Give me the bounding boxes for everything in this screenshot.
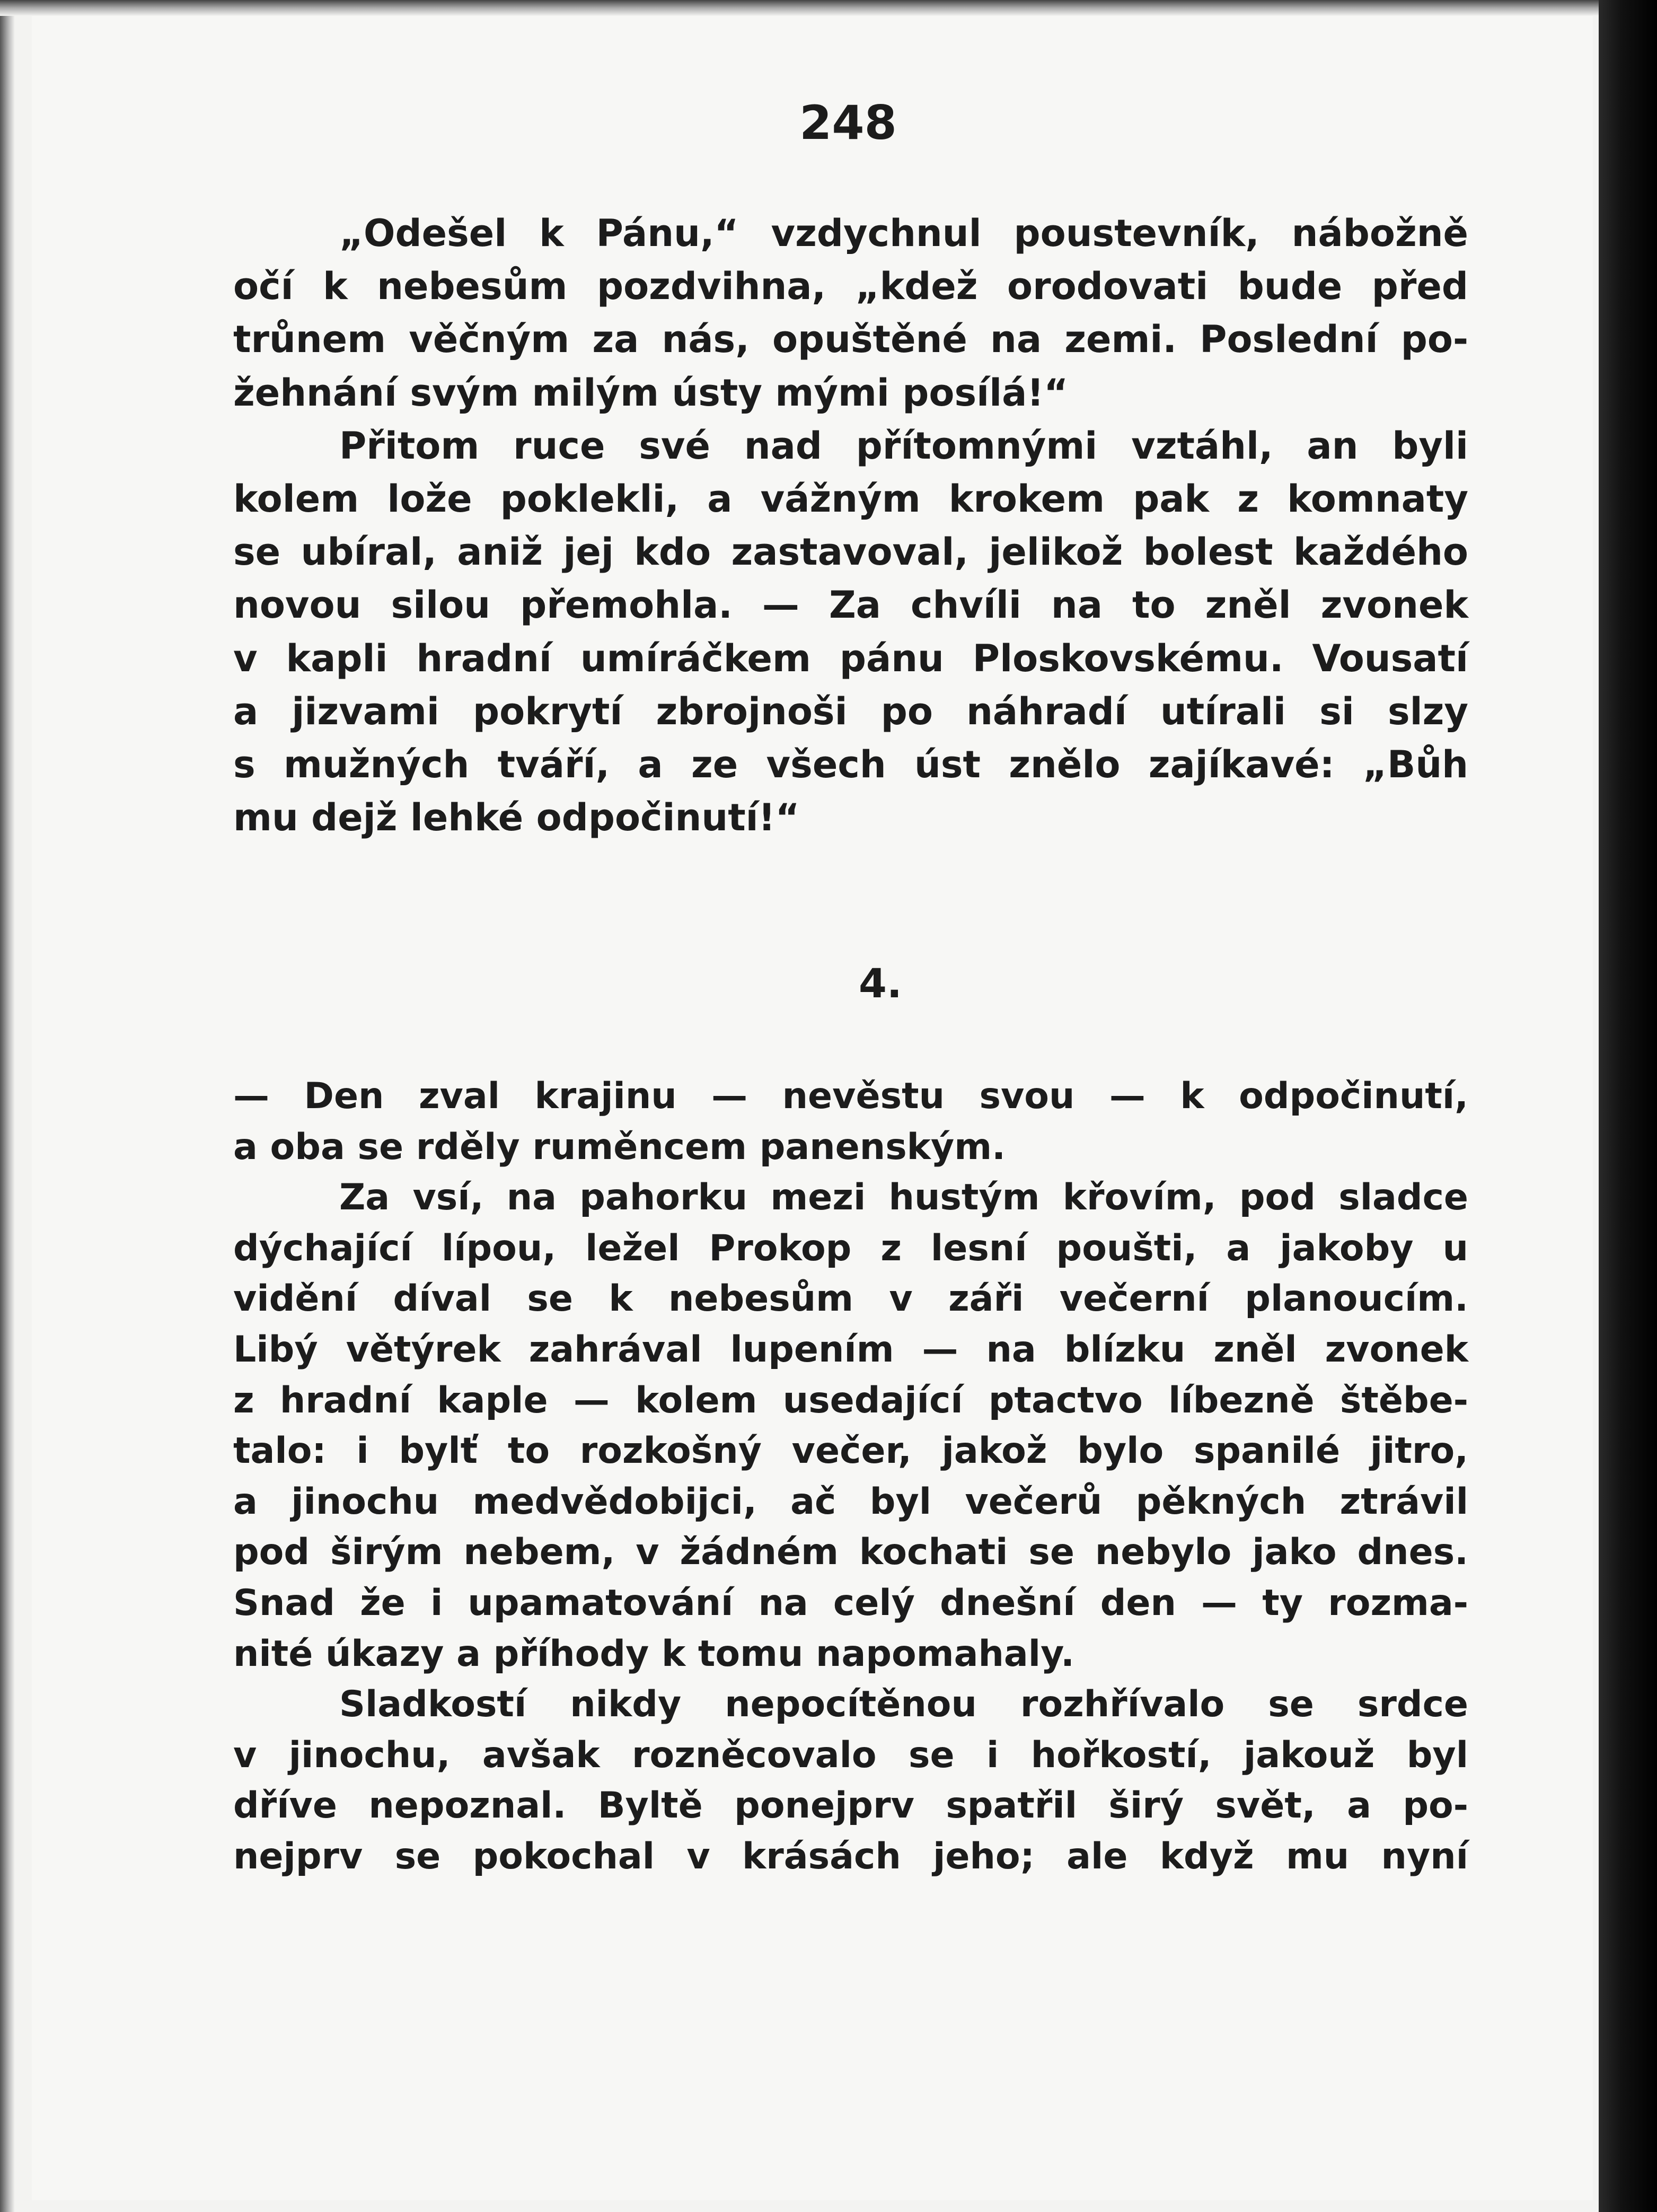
paragraph-4 [233,1172,1468,1679]
text-line: a jizvami pokrytí zbrojnoši po náhradí utírali si slzy [233,689,1468,733]
text-line: nité úkazy a příhody k tomu napomahaly. [233,1632,1075,1675]
text-line: v jinochu, avšak rozněcovalo se i hořkostí, jakouž byl [233,1734,1468,1776]
scan-top-edge [0,0,1601,16]
text-line: nejprv se pokochal v krásách jeho; ale když mu nyní [233,1835,1468,1877]
text-line: s mužných tváří, a ze všech úst znělo zajíkavé: „Bůh [233,743,1468,787]
text-line: mu dejž lehké odpočinutí!“ [233,796,800,840]
text-line: z hradní kaple — kolem usedající ptactvo líbezně štěbe- [233,1379,1468,1421]
text-line: Přitom ruce své nad přítomnými vztáhl, an byli [339,424,1468,468]
text-line: a jinochu medvědobijci, ač byl večerů pěkných ztrávil [233,1480,1468,1523]
text-line: kolem lože poklekli, a vážným krokem pak z komnaty [233,477,1468,521]
text-line: žehnání svým milým ústy mými posílá!“ [233,371,1069,415]
paragraph-2 [233,419,1468,845]
section-number: 4. [859,960,902,1007]
text-block-upper [233,207,1468,844]
text-line: talo: i bylť to rozkošný večer, jakož bylo spanilé jitro, [233,1430,1468,1472]
scan-left-edge [0,0,15,2212]
page-number: 248 [799,95,897,150]
text-line: trůnem věčným za nás, opuštěné na zemi. Poslední po- [233,318,1468,362]
text-line: Snad že i upamatování na celý dnešní den — ty rozma- [233,1582,1468,1624]
text-line: pod širým nebem, v žádném kochati se nebylo jako dnes. [233,1531,1468,1574]
text-line: dříve nepoznal. Byltě ponejprv spatřil širý svět, a po- [233,1785,1468,1827]
text-line: očí k nebesům pozdvihna, „kdež orodovati bude před [233,265,1468,309]
text-line: v kapli hradní umíráčkem pánu Ploskovskému. Vousatí [233,636,1468,680]
text-line: se ubíral, aniž jej kdo zastavoval, jelikož bolest každého [233,530,1468,574]
text-line: Sladkostí nikdy nepocítěnou rozhřívalo se srdce [339,1683,1468,1726]
text-line: novou silou přemohla. — Za chvíli na to zněl zvonek [233,583,1468,627]
scan-border [1599,0,1657,2212]
text-line: Libý větýrek zahrával lupením — na blízku zněl zvonek [233,1328,1468,1371]
text-line: Za vsí, na pahorku mezi hustým křovím, pod sladce [339,1177,1468,1219]
text-line: a oba se rděly ruměncem panenským. [233,1126,1006,1168]
text-line: „Odešel k Pánu,“ vzdychnul poustevník, nábožně [339,212,1468,255]
text-line: dýchající lípou, ležel Prokop z lesní poušti, a jakoby u [233,1227,1468,1269]
paragraph-1 [233,207,1468,419]
paragraph-3 [233,1071,1468,1172]
text-line: — Den zval krajinu — nevěstu svou — k odpočinutí, [233,1075,1468,1117]
paragraph-5 [233,1679,1468,1882]
text-block-lower [233,1071,1468,1882]
text-line: vidění díval se k nebesům v záři večerní planoucím. [233,1278,1468,1320]
